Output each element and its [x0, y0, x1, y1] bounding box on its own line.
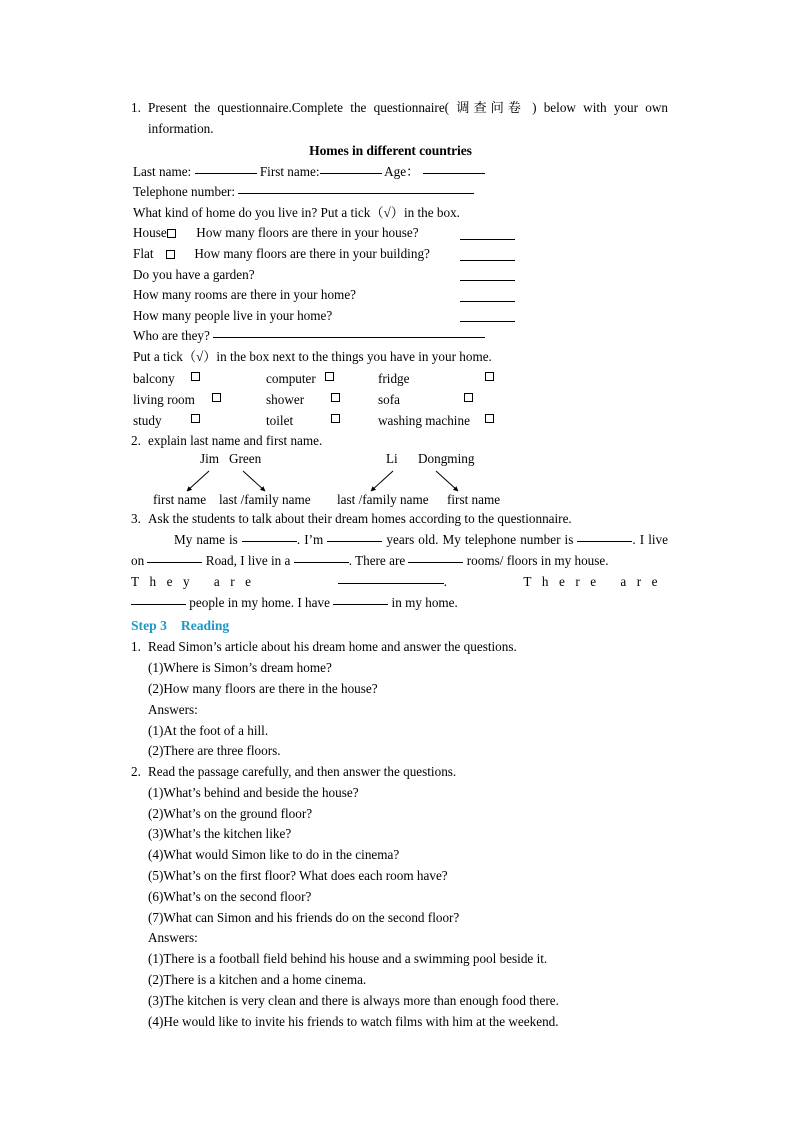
- talk-number: 3.: [131, 511, 141, 527]
- toilet-checkbox[interactable]: [331, 414, 340, 423]
- people-question: How many people live in your home?: [133, 307, 333, 323]
- age-input[interactable]: [423, 173, 485, 174]
- para-period: .: [443, 573, 448, 589]
- tick-label-washing-machine: washing machine: [378, 412, 470, 428]
- sofa-checkbox[interactable]: [464, 393, 473, 402]
- diagram-role-last-name-right: last /family name: [337, 492, 429, 508]
- intro-item: [131, 98, 668, 140]
- task2-item: [131, 762, 668, 783]
- task2-number: 2.: [131, 764, 141, 780]
- para-seg-2: . I’m: [296, 532, 324, 548]
- step3-heading: [131, 615, 668, 637]
- para-blank-rooms[interactable]: [408, 562, 463, 563]
- diagram-role-last-name-left: last /family name: [219, 492, 311, 508]
- fridge-checkbox[interactable]: [485, 372, 494, 381]
- para-there-are: There are: [523, 573, 668, 589]
- house-question: How many floors are there in your house?: [196, 225, 419, 241]
- garden-question: Do you have a garden?: [133, 266, 255, 282]
- tick-label-balcony: balcony: [133, 370, 175, 386]
- who-question: Who are they?: [133, 328, 210, 344]
- task2-answer-2: (2)There is a kitchen and a home cinema.: [148, 972, 367, 988]
- task2-text: Read the passage carefully, and then answer the questions.: [148, 764, 457, 780]
- step3-label: Step 3: [131, 618, 167, 634]
- tick-label-computer: computer: [266, 370, 316, 386]
- people-row: [133, 306, 668, 327]
- para-seg-5: Road, I live in a: [205, 552, 291, 568]
- tick-row: [133, 368, 668, 389]
- shower-checkbox[interactable]: [331, 393, 340, 402]
- para-blank-road[interactable]: [147, 562, 202, 563]
- document-content: [131, 98, 668, 1032]
- diagram-name-li: Li: [386, 451, 398, 467]
- age-label: Age：: [384, 163, 420, 179]
- task2-answers-label: Answers:: [148, 930, 198, 946]
- explain-text: explain last name and first name.: [148, 432, 323, 448]
- task2-question-1: (1)What’s behind and beside the house?: [148, 784, 359, 800]
- task2-answer-3: (3)The kitchen is very clean and there is always more than enough food there.: [148, 992, 559, 1008]
- people-input[interactable]: [460, 321, 515, 322]
- tick-instruction: Put a tick（√）in the box next to the things you have in your home.: [133, 348, 492, 364]
- para-seg-4: . I live on: [131, 532, 668, 568]
- last-name-label: Last name:: [133, 163, 192, 179]
- para-blank-telephone[interactable]: [577, 541, 632, 542]
- flat-question: How many floors are there in your building?: [194, 245, 430, 261]
- para-blank-they-are[interactable]: [338, 583, 444, 584]
- para-seg-6: . There are: [348, 552, 406, 568]
- task2-question-2: (2)What’s on the ground floor?: [148, 805, 313, 821]
- task2-question-3: (3)What’s the kitchen like?: [148, 826, 292, 842]
- talk-paragraph-justified: [131, 572, 668, 593]
- house-checkbox[interactable]: [167, 229, 176, 238]
- flat-floors-input[interactable]: [460, 260, 515, 261]
- para-blank-age[interactable]: [327, 541, 382, 542]
- flat-label: Flat: [133, 245, 154, 261]
- para-blank-people[interactable]: [131, 604, 186, 605]
- tick-label-living-room: living room: [133, 391, 195, 407]
- para-seg-8: people in my home. I have: [189, 594, 330, 610]
- para-blank-name[interactable]: [242, 541, 297, 542]
- who-input[interactable]: [213, 337, 485, 338]
- arrow-green-to-last-name: [243, 471, 265, 491]
- task2-question-4: (4)What would Simon like to do in the cinema?: [148, 847, 400, 863]
- para-blank-have[interactable]: [333, 604, 388, 605]
- tick-label-sofa: sofa: [378, 391, 400, 407]
- task1-answer-1: (1)At the foot of a hill.: [148, 722, 269, 738]
- study-checkbox[interactable]: [191, 414, 200, 423]
- flat-row: [133, 244, 668, 265]
- garden-input[interactable]: [460, 280, 515, 281]
- talk-paragraph: [131, 530, 668, 572]
- house-label: House: [133, 225, 167, 241]
- talk-paragraph-last: [131, 593, 668, 614]
- last-name-input[interactable]: [195, 173, 257, 174]
- first-name-label: First name:: [259, 163, 320, 179]
- intro-number: 1.: [131, 100, 141, 115]
- name-diagram: [131, 451, 668, 509]
- garden-row: [133, 265, 668, 286]
- telephone-input[interactable]: [238, 193, 474, 194]
- balcony-checkbox[interactable]: [191, 372, 200, 381]
- task1-answer-2: (2)There are three floors.: [148, 743, 281, 759]
- arrow-li-to-last-name: [371, 471, 393, 491]
- task2-answer-1: (1)There is a football field behind his house and a swimming pool beside it.: [148, 951, 548, 967]
- task2-question-7: (7)What can Simon and his friends do on the second floor?: [148, 909, 460, 925]
- tick-row: [133, 389, 668, 410]
- task1-question-1: (1)Where is Simon’s dream home?: [148, 660, 332, 676]
- kind-question: What kind of home do you live in? Put a tick（√）in the box.: [133, 204, 460, 220]
- flat-checkbox[interactable]: [166, 250, 175, 259]
- questionnaire-block: [131, 162, 668, 431]
- washing-machine-checkbox[interactable]: [485, 414, 494, 423]
- tick-label-toilet: toilet: [266, 412, 294, 428]
- task1-question-2: (2)How many floors are there in the house?: [148, 680, 378, 696]
- computer-checkbox[interactable]: [325, 372, 334, 381]
- diagram-name-green: Green: [229, 451, 262, 467]
- task2-answer-4: (4)He would like to invite his friends to watch films with him at the weekend.: [148, 1013, 559, 1029]
- para-seg-9: in my home.: [391, 594, 458, 610]
- task2-question-6: (6)What’s on the second floor?: [148, 888, 312, 904]
- diagram-role-first-name-left: first name: [153, 492, 207, 508]
- tick-label-fridge: fridge: [378, 370, 410, 386]
- tick-label-shower: shower: [266, 391, 305, 407]
- para-seg-1: My name is: [174, 532, 238, 548]
- task1-item: [131, 637, 668, 658]
- diagram-name-dongming: Dongming: [418, 451, 475, 467]
- intro-text: Present the questionnaire.Complete the questionnaire( 调查问卷 ) below with your own information.: [148, 100, 668, 136]
- arrow-jim-to-first-name: [187, 471, 209, 491]
- explain-number: 2.: [131, 432, 141, 448]
- task1-text: Read Simon’s article about his dream home and answer the questions.: [148, 639, 517, 655]
- para-seg-3: years old. My telephone number is: [386, 532, 574, 548]
- rooms-row: [133, 285, 668, 306]
- explain-item: [131, 431, 668, 452]
- diagram-name-jim: Jim: [200, 451, 220, 467]
- who-row: [133, 326, 668, 347]
- talk-item: [131, 509, 668, 530]
- diagram-role-first-name-right: first name: [447, 492, 501, 508]
- questionnaire-title: Homes in different countries: [309, 142, 472, 158]
- para-seg-7: rooms/ floors in my house.: [466, 552, 609, 568]
- task2-question-5: (5)What’s on the first floor? What does each room have?: [148, 868, 448, 884]
- rooms-input[interactable]: [460, 301, 515, 302]
- talk-text: Ask the students to talk about their dream homes according to the questionnaire.: [148, 511, 572, 527]
- rooms-question: How many rooms are there in your home?: [133, 287, 357, 303]
- living-room-checkbox[interactable]: [212, 393, 221, 402]
- telephone-label: Telephone number:: [133, 184, 235, 200]
- task1-answers-label: Answers:: [148, 701, 198, 717]
- arrow-dongming-to-first-name: [436, 471, 458, 491]
- para-blank-hometype[interactable]: [294, 562, 349, 563]
- tick-row: [133, 410, 668, 431]
- tick-label-study: study: [133, 412, 162, 428]
- name-row: [133, 162, 668, 183]
- telephone-row: [133, 182, 668, 203]
- task1-number: 1.: [131, 639, 141, 655]
- house-floors-input[interactable]: [460, 239, 515, 240]
- house-row: [133, 223, 668, 244]
- para-they-are: They are: [131, 573, 262, 589]
- step3-title: Reading: [180, 618, 230, 634]
- first-name-input[interactable]: [320, 173, 382, 174]
